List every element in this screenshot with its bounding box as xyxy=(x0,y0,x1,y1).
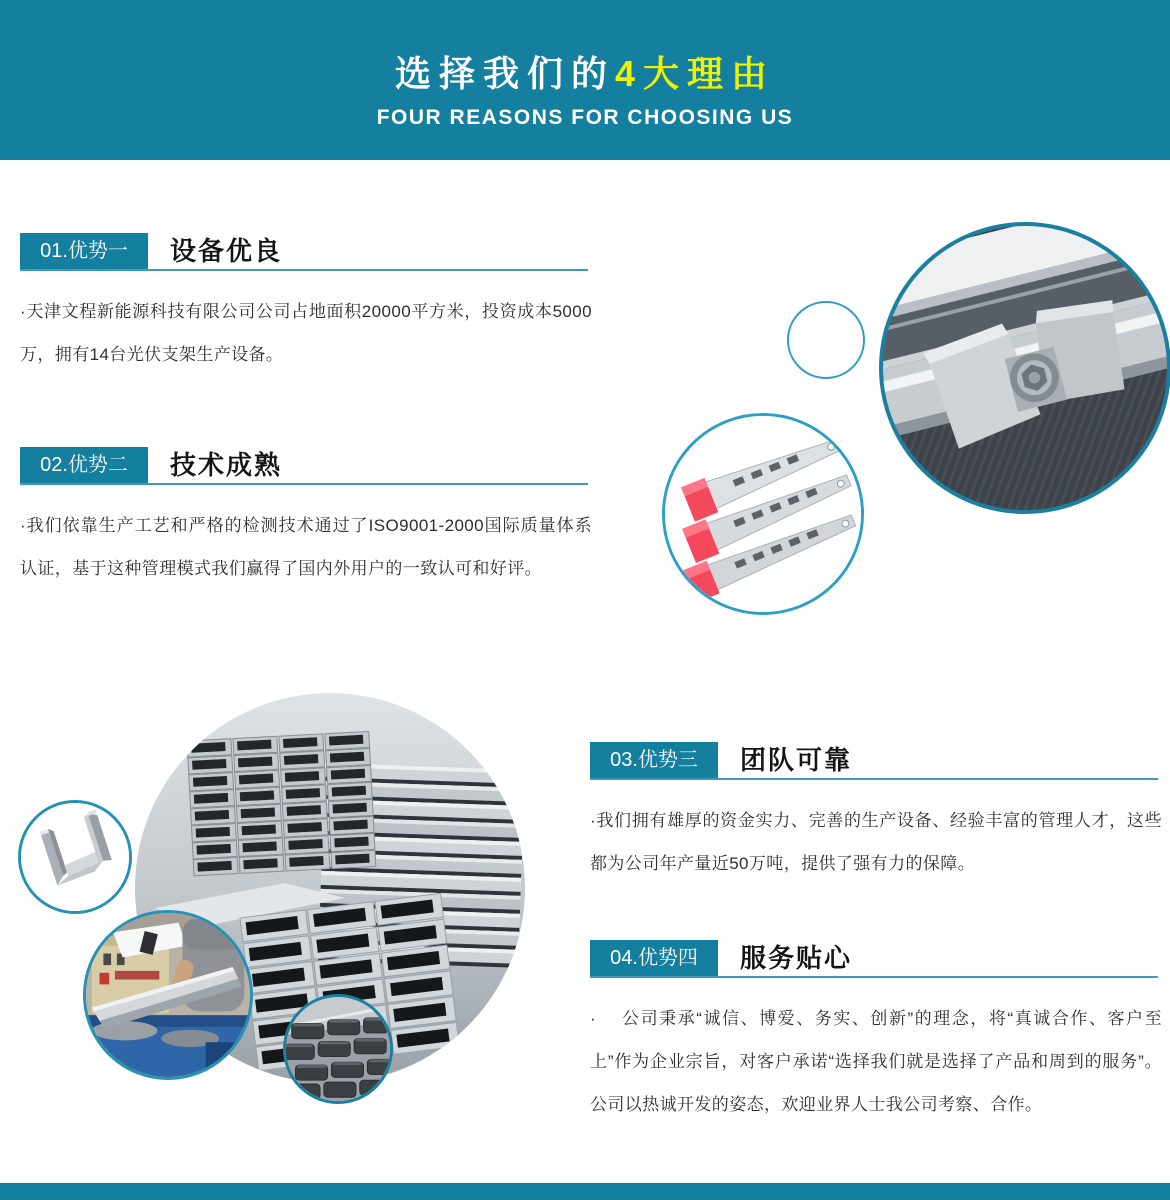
advantage-2-title: 技术成熟 xyxy=(170,450,283,480)
advantage-4-badge: 04.优势四 xyxy=(590,940,718,976)
steel-angle-stack-photo xyxy=(283,994,393,1104)
advantage-1-divider xyxy=(20,269,588,271)
advantage-1-badge: 01.优势一 xyxy=(20,233,148,269)
advantage-4-divider xyxy=(590,976,1158,978)
steel-angle-stack-illustration xyxy=(286,997,390,1101)
angle-bracket-photo xyxy=(662,413,864,615)
decorative-outline-circle xyxy=(787,301,865,379)
advantage-section-1 xyxy=(20,233,592,423)
factory-machine-photo xyxy=(83,910,253,1080)
banner-title-highlight: 4大理由 xyxy=(614,53,776,94)
banner-title xyxy=(0,46,1170,97)
advantage-3-body: ·我们拥有雄厚的资金实力、完善的生产设备、经验丰富的管理人才，这些都为公司年产量近50万吨，提供了强有力的保障。 xyxy=(590,811,1162,873)
advantage-2-divider xyxy=(20,483,588,485)
factory-machine-illustration xyxy=(86,913,250,1077)
banner xyxy=(0,0,1170,160)
advantage-1-body: ·天津文程新能源科技有限公司公司占地面积20000平方米，投资成本5000万，拥有14台光伏支架生产设备。 xyxy=(20,302,592,364)
solar-clamp-photo xyxy=(879,222,1170,514)
advantage-3-badge: 03.优势三 xyxy=(590,742,718,778)
solar-clamp-illustration xyxy=(883,226,1167,510)
advantage-section-3 xyxy=(590,742,1162,932)
u-channel-photo xyxy=(18,800,132,914)
advantage-3-title: 团队可靠 xyxy=(740,745,853,775)
advantage-4-body: · 公司秉承“诚信、博爱、务实、创新”的理念，将“真诚合作、客户至上”作为企业宗旨，对客户承诺“选择我们就是选择了产品和周到的服务”。公司以热诚开发的姿态，欢迎业界人士我公司考察、合作。 xyxy=(590,1009,1162,1114)
advantage-section-2 xyxy=(20,447,592,637)
banner-subtitle: FOUR REASONS FOR CHOOSING US xyxy=(376,106,794,129)
advantage-3-divider xyxy=(590,778,1158,780)
advantage-2-badge: 02.优势二 xyxy=(20,447,148,483)
angle-bracket-illustration xyxy=(665,416,861,612)
footer-bar xyxy=(0,1183,1170,1200)
u-channel-illustration xyxy=(21,803,129,911)
advantage-2-body: ·我们依靠生产工艺和严格的检测技术通过了ISO9001-2000国际质量体系认证，基于这种管理模式我们赢得了国内外用户的一致认可和好评。 xyxy=(20,516,592,578)
advantage-4-title: 服务贴心 xyxy=(740,943,853,973)
advantage-section-4 xyxy=(590,940,1162,1130)
advantage-1-title: 设备优良 xyxy=(170,236,283,266)
banner-title-main: 选择我们的 xyxy=(394,53,615,94)
